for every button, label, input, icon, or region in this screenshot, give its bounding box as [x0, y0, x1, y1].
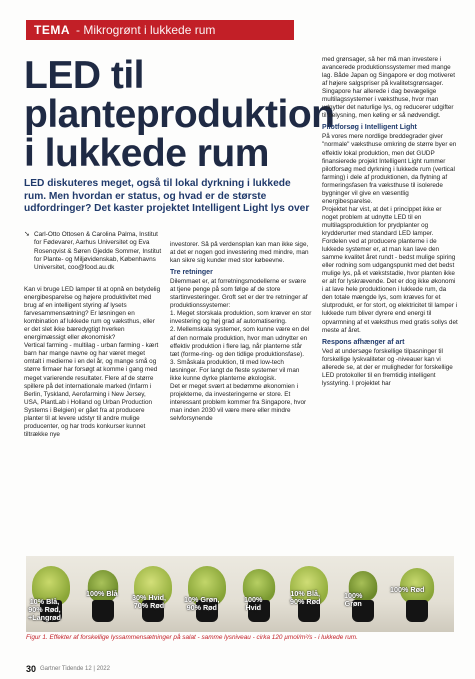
paragraph: med grønsager, så her må man investere i avancerede produktionssystemer med mange lag. Både Japan og Singapore er dog motiveret af højere salgspriser på kvalitetsgrønsager. Singapore har allerede i dag bevægelige multilagssystemer i væksthuse, hvor man udnytter det naturlige lys, og reducerer udgifter til belysning, men køling er så nødvendigt.: [322, 56, 455, 120]
section-banner: [26, 20, 294, 40]
banner-tema: TEMA: [34, 23, 70, 37]
article-headline: [24, 54, 335, 175]
paragraph: 1. Meget storskala produktion, som kræver en stor investering og høj grad af automatisering.: [170, 310, 312, 326]
page-number: 30: [26, 664, 37, 674]
arrow-icon: ➘: [24, 231, 30, 238]
headline-line-3: i lukkede rum: [24, 132, 269, 175]
paragraph: investorer. Så på verdensplan kan man ikke sige, at det er nogen god investering med mindre, man kan sikre sig kunder med stor købeevne.: [170, 241, 309, 265]
paragraph: Det er meget svært at bedømme økonomien i projekterne, da investeringerne er store. Et interessant problem kommer fra Singapore, hvor man inden 2030 vil være mere eller mindre selvforsynende: [170, 382, 307, 422]
treatment-label: 30% Hvid, 70% Rød: [132, 593, 166, 610]
treatment-label: 100% Rød: [390, 585, 425, 594]
banner-subtitle: - Mikrogrønt i lukkede rum: [76, 23, 216, 37]
subheading: Tre retninger: [170, 269, 213, 277]
lettuce-plant: [396, 566, 438, 630]
lettuce-plant: [82, 566, 124, 630]
article-lede: LED diskuteres meget, også til lokal dyrkning i lukkede rum. Men hvordan er status, og hvad er de største udfordringer? Det kaster projektet Intelligent Light lys over: [24, 178, 310, 214]
paragraph: Projektet har vist, at det i princippet ikke er noget problem at udnytte LED til en multilagsproduktion for prydplanter og krydderurter med standard LED lamper. Fordelen ved at producere planterne i de lukkede systemer er, at man kan lave den samme kvalitet året rundt - bedst mulige spiring eller rodning som udgangspunkt med det bedst mulige lys, på et vækststadie, hvor planten ikke er alt for lyskrævende. Det er dog ikke økonomi i at lave hele produktionen i lukkede rum, da den totale mængde lys, som kræves for et slutprodukt, er for stort, og elektricitet til lamper i lukkede rum bliver dyrere end energi til opvarmning af et væksthus med gratis sollys det meste af året.: [322, 205, 458, 334]
column-2: [170, 241, 312, 555]
paragraph: Ved at undersøge forskellige tilpasninger til forskellige lyskvaliteter og -niveauer kan vi allerede se, at der er muligheder for forskellige LED protokoller til en fremtidig intelligent lysstyring. I projektet har: [322, 347, 453, 387]
headline-line-1: LED til: [24, 54, 144, 97]
paragraph: Vertical farming - multilag - urban farming - kært barn har mange navne og har været meget omtalt i medierne i en del år, og mange små og større firmaer har forsøgt at komme i gang med meget varierende resultater. Flere af de større spillere på det internationale marked (Infarm i Berlin, Tyskland, Aerofarming i New Jersey, USA, PlantLab i Holland og Urban Production Systems i Belgien) er gået fra at producere planter til at levere udstyr til andre mulige producenter, og har trods konkurser kunnet tiltrække nye: [24, 342, 159, 438]
paragraph: På vores mere nordlige breddegrader giver "normale" væksthuse omkring de større byer en effektiv lokal produktion, men det GUDP finansierede projekt Intelligent Light rummer pilotforsøg med dyrkning i lukkede rum (vertical farming) i dele af produktionen, da flytning af formeringsfasen fra væksthuse til isolerede bygninger vil give en væsentlig energibesparelse.: [322, 133, 457, 205]
page-footer: [26, 664, 226, 674]
publication-source: Gartner Tidende 12 | 2022: [40, 666, 110, 672]
treatment-label: 10% Blå, 90% Rød: [290, 589, 321, 606]
paragraph: Dilemmaet er, at forretningsmodellerne er svære at tjene penge på som følge af de store startinvesteringer. Groft set er der tre retninger af produktionssystemer:: [170, 278, 308, 310]
paragraph: 3. Småskala produktion, til med low-tech løsninger. For langt de fleste systemer vil man ikke kunne dyrke planterne økologisk.: [170, 358, 300, 382]
paragraph: Kan vi bruge LED lamper til at opnå en betydelig energibesparelse og højere produktivitet med brug af en intelligent styring af lysets farvesammensætning? Er løsningen en kombination af lukkede rum og væksthus, eller er det slet ikke bæredygtigt hverken energimæssigt eller økonomisk?: [24, 286, 161, 342]
headline-line-2: planteproduktion: [24, 93, 335, 136]
treatment-label: 100% Hvid: [244, 595, 263, 612]
figure-caption: Figur 1. Effekter af forskellige lyssammensætninger på salat - samme lysniveau - cirka 120 µmol/m²/s - i lukkede rum.: [26, 634, 358, 641]
paragraph: 2. Mellemskala systemer, som kunne være en del af den normale produktion, hvor man udnytter en effektiv produktion i flere lag, når planterne står tæt (forme-ring- og den tidlige produktionsfase).: [170, 326, 310, 358]
lettuce-photo: [26, 556, 454, 632]
column-1: [24, 286, 162, 554]
subheading: Pilotforsøg i Intelligent Light: [322, 124, 417, 132]
subheading: Respons afhænger af art: [322, 338, 405, 346]
author-text: Carl-Otto Ottosen & Carolina Palma, Institut for Fødevarer, Aarhus Universitet og Eva Rosenqvist & Søren Gjedde Sommer, Institut for Plante- og Miljøvidenskab, Københavns Universitet, coo@food.au.dk: [34, 231, 162, 272]
column-3: [322, 56, 458, 556]
treatment-label: 100% Grøn: [344, 591, 363, 608]
author-byline: [24, 231, 164, 272]
treatment-label: 100% Blå: [86, 589, 118, 598]
treatment-label: 10% Blå, 90% Rød, +Langrød: [28, 597, 61, 622]
treatment-label: 10% Grøn, 90% Rød: [184, 595, 220, 612]
